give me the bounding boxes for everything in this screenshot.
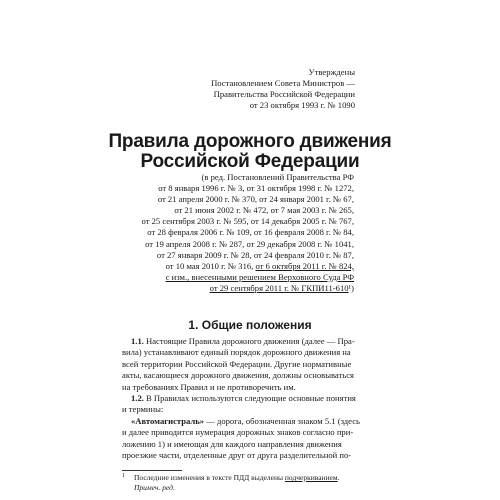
footnote-divider (122, 470, 182, 471)
footnote (122, 473, 382, 493)
amendment-line: от 19 апреля 2008 г. № 287, от 29 декабря 2008 г. № 1041, (145, 238, 354, 249)
clause-number: 1.1. (131, 336, 144, 346)
approval-line: Утверждены (308, 67, 355, 77)
paragraph-line: вила) устанавливают единый порядок дорожного движения на (122, 347, 351, 358)
amendment-line: от 21 апреля 2000 г. № 370, от 24 января 2001 г. № 67, (157, 194, 354, 205)
title-line-1: Правила дорожного движения (108, 131, 392, 152)
footnote-marker: 1 (122, 473, 125, 479)
amendment-line (142, 283, 354, 294)
paragraph-line: ложению 1) и имеющая для каждого направления движения (122, 438, 342, 449)
paragraph-line: и термины: (122, 404, 164, 415)
paragraph-line: и далее приводится нумерация дорожных знаков согласно при- (122, 427, 354, 438)
paragraph-line (122, 416, 379, 427)
amendment-line: (в ред. Постановлений Правительства РФ (201, 172, 354, 182)
paragraph-line: акты, касающиеся дорожного движения, должны основываться (122, 370, 354, 381)
document-title (0, 132, 500, 172)
paragraph-text: В Правилах используются следующие основные понятия (143, 393, 356, 404)
amendment-line (142, 261, 354, 272)
footnote-text (122, 473, 382, 483)
paragraph-text: Настоящие Правила дорожного движения (далее — Пра- (143, 336, 355, 346)
paragraph-line: проезжие части, отделенные друг от друга разделительной по- (122, 450, 352, 461)
clause-number: 1.2. (131, 393, 144, 404)
paragraph-line (122, 336, 379, 347)
paragraph-line: всей территории Российской Федерации. Другие нормативные (122, 358, 352, 369)
footnote-reference: ¹) (348, 282, 354, 293)
footnote-underlined-word: подчеркиванием (284, 473, 338, 482)
section-heading: 1. Общие положения (188, 318, 312, 332)
defined-term: «Автомагистраль» (131, 415, 205, 426)
footnote-text-part: Последние изменения в тексте ПДД выделены (134, 473, 285, 482)
approval-line: Правительства Российской Федерации (213, 89, 355, 99)
amendment-line (142, 272, 354, 283)
amendment-line: от 25 сентября 2003 г. № 595, от 14 декабря 2005 г. № 767, (141, 216, 354, 227)
amendment-text: от 10 мая 2010 г. № 316, (165, 260, 256, 271)
body-text (122, 336, 379, 461)
approval-line: Постановлением Совета Министров — (211, 78, 355, 88)
footnote-text-part: . (337, 473, 340, 482)
amendment-underlined-text: от 29 сентября 2011 г. № ГКПИ11-610 (209, 282, 349, 293)
paragraph-line (122, 393, 379, 404)
amendment-underlined-text: с изм., внесенными решением Верховного Суда РФ (165, 271, 354, 282)
approval-block (211, 67, 355, 111)
amendment-line: от 21 июня 2002 г. № 472, от 7 мая 2003 г. № 265, (174, 205, 354, 216)
paragraph-text: — дорога, обозначенная знаком 5.1 (здесь (204, 415, 360, 426)
amendment-underlined-text: от 6 октября 2011 г. № 824, (255, 260, 354, 271)
amendment-line: от 27 января 2009 г. № 28, от 24 февраля 2010 г. № 87, (156, 249, 354, 260)
editor-note: Примеч. ред. (134, 483, 175, 492)
amendment-line: от 28 февраля 2006 г. № 109, от 16 февраля 2008 г. № 84, (147, 227, 354, 238)
amendment-line: от 8 января 1996 г. № 3, от 31 октября 1998 г. № 1272, (158, 183, 354, 194)
paragraph-line: на требованиях Правил и не противоречить им. (122, 381, 296, 392)
approval-line: от 23 октября 1993 г. № 1090 (249, 100, 355, 110)
amendments-block (142, 172, 354, 294)
title-line-2: Российской Федерации (140, 151, 360, 172)
